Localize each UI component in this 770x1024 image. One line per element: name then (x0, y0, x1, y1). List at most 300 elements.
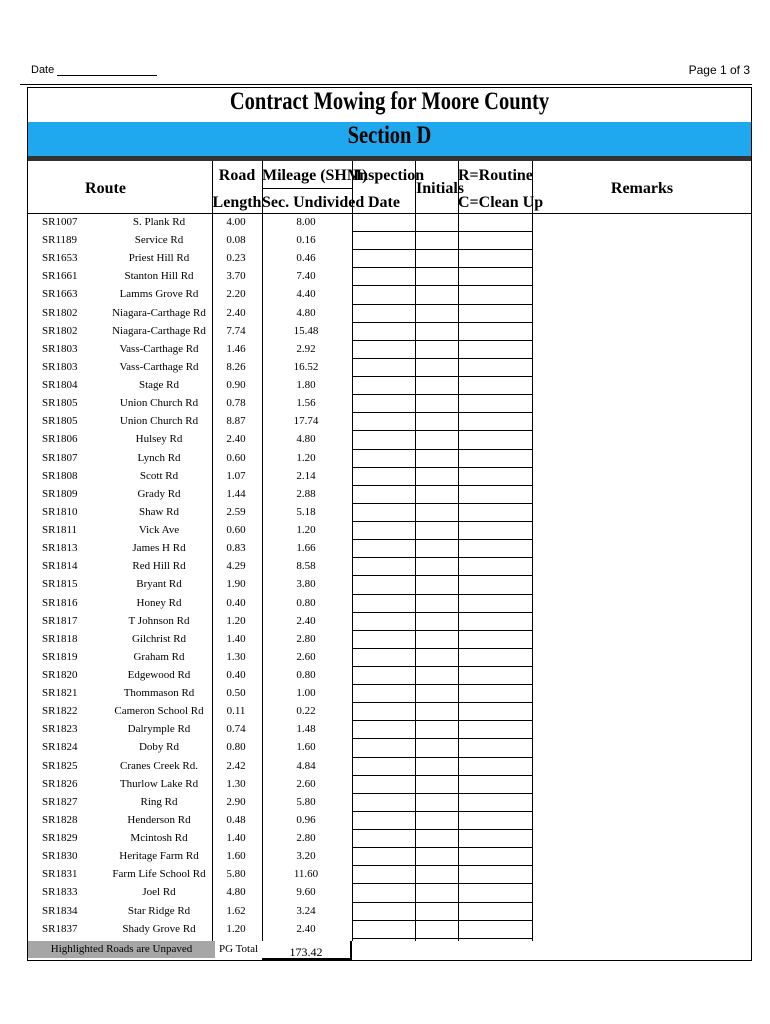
road-length: 0.78 (226, 397, 246, 410)
table-row (28, 267, 751, 285)
road-name: Red Hill Rd (132, 560, 186, 573)
initials-cell[interactable] (416, 467, 458, 485)
routine-cell[interactable] (459, 594, 532, 612)
road-name: Shady Grove Rd (122, 922, 196, 935)
mileage: 1.48 (296, 723, 316, 736)
table-row (28, 865, 751, 883)
route-id: SR1818 (42, 632, 78, 645)
road-length: 0.80 (226, 741, 246, 754)
road-length: 0.60 (226, 524, 246, 537)
route-id: SR1653 (42, 252, 78, 265)
route-id: SR1189 (42, 234, 78, 247)
road-length: 7.74 (226, 324, 246, 337)
road-length: 1.20 (226, 922, 246, 935)
initials-cell[interactable] (416, 394, 458, 412)
remarks-cell[interactable] (533, 865, 751, 883)
initials-cell[interactable] (416, 738, 458, 756)
initials-cell[interactable] (416, 430, 458, 448)
route-id: SR1821 (42, 687, 78, 700)
routine-cell[interactable] (459, 467, 532, 485)
inspection-date-cell[interactable] (353, 648, 415, 666)
inspection-date-cell[interactable] (353, 539, 415, 557)
table-row (28, 340, 751, 358)
routine-cell[interactable] (459, 521, 532, 539)
inspection-date-cell[interactable] (353, 757, 415, 775)
initials-cell[interactable] (416, 702, 458, 720)
inspection-date-cell[interactable] (353, 902, 415, 920)
remarks-cell[interactable] (533, 249, 751, 267)
pg-total-value: 173.42 (262, 941, 352, 960)
initials-cell[interactable] (416, 557, 458, 575)
inspection-date-cell[interactable] (353, 394, 415, 412)
initials-cell[interactable] (416, 575, 458, 593)
route-id: SR1817 (42, 614, 78, 627)
mileage: 3.80 (296, 578, 316, 591)
road-name: Henderson Rd (127, 813, 191, 826)
initials-cell[interactable] (416, 267, 458, 285)
route-id: SR1826 (42, 777, 78, 790)
initials-cell[interactable] (416, 231, 458, 249)
col-initials: Initials (416, 180, 465, 197)
page-number: Page 1 of 3 (688, 63, 750, 77)
remarks-cell[interactable] (533, 430, 751, 448)
road-name: Bryant Rd (136, 578, 182, 591)
routine-cell[interactable] (459, 612, 532, 630)
inspection-date-cell[interactable] (353, 231, 415, 249)
route-id: SR1813 (42, 542, 78, 555)
road-name: Doby Rd (138, 741, 180, 754)
remarks-cell[interactable] (533, 503, 751, 521)
remarks-cell[interactable] (533, 594, 751, 612)
table-row (28, 394, 751, 412)
road-name: Cranes Creek Rd. (120, 759, 198, 772)
initials-cell[interactable] (416, 865, 458, 883)
road-name: Honey Rd (136, 596, 182, 609)
remarks-cell[interactable] (533, 267, 751, 285)
routine-cell[interactable] (459, 539, 532, 557)
routine-cell[interactable] (459, 557, 532, 575)
inspection-date-cell[interactable] (353, 358, 415, 376)
routine-cell[interactable] (459, 231, 532, 249)
inspection-date-cell[interactable] (353, 811, 415, 829)
table-row (28, 648, 751, 666)
routine-cell[interactable] (459, 720, 532, 738)
road-name: Dalrymple Rd (127, 723, 191, 736)
mileage: 2.40 (296, 614, 316, 627)
initials-cell[interactable] (416, 358, 458, 376)
inspection-date-cell[interactable] (353, 285, 415, 303)
remarks-cell[interactable] (533, 775, 751, 793)
mileage: 17.74 (293, 415, 319, 428)
table-row (28, 702, 751, 720)
mileage: 1.56 (296, 397, 316, 410)
inspection-date-cell[interactable] (353, 503, 415, 521)
road-length: 0.40 (226, 669, 246, 681)
remarks-cell[interactable] (533, 829, 751, 847)
mileage-header-rule (262, 188, 352, 189)
inspection-date-cell[interactable] (353, 485, 415, 503)
inspection-date-cell[interactable] (353, 793, 415, 811)
initials-cell[interactable] (416, 920, 458, 938)
road-name: Ring Rd (140, 795, 178, 808)
road-name: Niagara-Carthage Rd (112, 306, 206, 319)
remarks-cell[interactable] (533, 811, 751, 829)
table-row (28, 376, 751, 394)
unpaved-note: Highlighted Roads are Unpaved (28, 941, 215, 958)
inspection-date-cell[interactable] (353, 249, 415, 267)
road-length: 0.48 (226, 813, 246, 826)
initials-cell[interactable] (416, 304, 458, 322)
inspection-date-cell[interactable] (353, 847, 415, 865)
table-row (28, 811, 751, 829)
inspection-date-cell[interactable] (353, 775, 415, 793)
inspection-date-cell[interactable] (353, 575, 415, 593)
remarks-cell[interactable] (533, 793, 751, 811)
mileage: 0.16 (296, 234, 316, 247)
routine-cell[interactable] (459, 757, 532, 775)
inspection-date-cell[interactable] (353, 557, 415, 575)
remarks-cell[interactable] (533, 666, 751, 684)
routine-cell[interactable] (459, 358, 532, 376)
header-divider (28, 156, 751, 161)
table-row (28, 539, 751, 557)
remarks-cell[interactable] (533, 648, 751, 666)
date-field[interactable] (31, 64, 157, 76)
route-id: SR1805 (42, 415, 78, 428)
route-id: SR1824 (42, 741, 78, 754)
date-blank-line[interactable] (57, 65, 157, 76)
inspection-date-cell[interactable] (353, 738, 415, 756)
remarks-cell[interactable] (533, 630, 751, 648)
routine-cell[interactable] (459, 630, 532, 648)
mileage: 1.80 (296, 379, 316, 392)
road-length: 0.74 (226, 723, 246, 736)
inspection-date-cell[interactable] (353, 376, 415, 394)
initials-cell[interactable] (416, 883, 458, 901)
remarks-cell[interactable] (533, 539, 751, 557)
road-length: 2.40 (226, 433, 246, 446)
table-row (28, 757, 751, 775)
routine-cell[interactable] (459, 920, 532, 938)
route-id: SR1807 (42, 451, 78, 464)
table-row (28, 630, 751, 648)
mileage: 2.14 (296, 469, 316, 482)
remarks-cell[interactable] (533, 521, 751, 539)
routine-cell[interactable] (459, 412, 532, 430)
initials-cell[interactable] (416, 485, 458, 503)
initials-cell[interactable] (416, 793, 458, 811)
road-length: 1.90 (226, 578, 246, 591)
inspection-date-cell[interactable] (353, 467, 415, 485)
road-length: 4.29 (226, 560, 246, 573)
table-row (28, 793, 751, 811)
inspection-date-cell[interactable] (353, 630, 415, 648)
inspection-date-cell[interactable] (353, 883, 415, 901)
initials-cell[interactable] (416, 285, 458, 303)
routine-cell[interactable] (459, 702, 532, 720)
road-length: 0.23 (226, 252, 246, 265)
mileage: 0.22 (296, 705, 316, 718)
routine-cell[interactable] (459, 430, 532, 448)
routine-cell[interactable] (459, 249, 532, 267)
mileage: 2.80 (296, 832, 316, 845)
route-id: SR1831 (42, 868, 78, 881)
mileage: 8.58 (296, 560, 316, 573)
road-name: Lamms Grove Rd (119, 288, 199, 301)
road-name: Gilchrist Rd (131, 632, 187, 645)
col-mileage-line1: Mileage (SHM) (262, 167, 368, 184)
road-name: Thurlow Lake Rd (119, 777, 199, 790)
road-length: 1.44 (226, 487, 246, 500)
table-row (28, 503, 751, 521)
road-length: 1.46 (226, 342, 246, 355)
initials-cell[interactable] (416, 213, 458, 231)
remarks-cell[interactable] (533, 575, 751, 593)
initials-cell[interactable] (416, 847, 458, 865)
remarks-cell[interactable] (533, 847, 751, 865)
road-name: Shaw Rd (138, 505, 180, 518)
routine-cell[interactable] (459, 829, 532, 847)
routine-cell[interactable] (459, 213, 532, 231)
road-length: 0.60 (226, 451, 246, 464)
route-id: SR1007 (42, 216, 78, 228)
table-row (28, 485, 751, 503)
initials-cell[interactable] (416, 412, 458, 430)
route-id: SR1815 (42, 578, 78, 591)
initials-cell[interactable] (416, 775, 458, 793)
road-length: 0.90 (226, 379, 246, 392)
route-id: SR1825 (42, 759, 78, 772)
routine-cell[interactable] (459, 267, 532, 285)
routine-cell[interactable] (459, 449, 532, 467)
road-length: 2.40 (226, 306, 246, 319)
remarks-cell[interactable] (533, 738, 751, 756)
col-inspection-line1: Inspection (353, 167, 425, 184)
road-length: 1.30 (226, 650, 246, 663)
remarks-cell[interactable] (533, 612, 751, 630)
routine-cell[interactable] (459, 648, 532, 666)
inspection-date-cell[interactable] (353, 340, 415, 358)
inspection-date-cell[interactable] (353, 412, 415, 430)
initials-cell[interactable] (416, 684, 458, 702)
routine-cell[interactable] (459, 485, 532, 503)
initials-cell[interactable] (416, 829, 458, 847)
road-name: Lynch Rd (137, 451, 181, 464)
mileage: 1.60 (296, 741, 316, 754)
initials-cell[interactable] (416, 902, 458, 920)
initials-cell[interactable] (416, 340, 458, 358)
initials-cell[interactable] (416, 521, 458, 539)
initials-cell[interactable] (416, 594, 458, 612)
inspection-date-cell[interactable] (353, 304, 415, 322)
initials-cell[interactable] (416, 249, 458, 267)
remarks-cell[interactable] (533, 376, 751, 394)
mileage: 0.96 (296, 813, 316, 826)
routine-cell[interactable] (459, 811, 532, 829)
route-id: SR1803 (42, 360, 78, 373)
mileage: 2.80 (296, 632, 316, 645)
remarks-cell[interactable] (533, 467, 751, 485)
road-name: Vass-Carthage Rd (119, 342, 199, 355)
routine-cell[interactable] (459, 285, 532, 303)
remarks-cell[interactable] (533, 304, 751, 322)
road-length: 1.62 (226, 904, 246, 917)
route-id: SR1806 (42, 433, 78, 446)
col-routine-line1: R=Routine (458, 167, 533, 184)
remarks-cell[interactable] (533, 358, 751, 376)
routine-cell[interactable] (459, 340, 532, 358)
inspection-date-cell[interactable] (353, 920, 415, 938)
initials-cell[interactable] (416, 376, 458, 394)
route-id: SR1829 (42, 832, 78, 845)
routine-cell[interactable] (459, 666, 532, 684)
table-row (28, 902, 751, 920)
road-length: 0.83 (226, 542, 246, 555)
table-row (28, 249, 751, 267)
routine-cell[interactable] (459, 883, 532, 901)
inspection-date-cell[interactable] (353, 829, 415, 847)
mileage: 5.18 (296, 505, 316, 518)
routine-cell[interactable] (459, 902, 532, 920)
initials-cell[interactable] (416, 811, 458, 829)
routine-cell[interactable] (459, 793, 532, 811)
remarks-cell[interactable] (533, 883, 751, 901)
inspection-date-cell[interactable] (353, 267, 415, 285)
routine-cell[interactable] (459, 847, 532, 865)
table-row (28, 304, 751, 322)
inspection-date-cell[interactable] (353, 702, 415, 720)
road-name: Grady Rd (137, 487, 181, 500)
col-inspection-line2: Date (368, 194, 400, 211)
table-row (28, 666, 751, 684)
remarks-cell[interactable] (533, 213, 751, 231)
remarks-cell[interactable] (533, 702, 751, 720)
initials-cell[interactable] (416, 720, 458, 738)
col-remarks: Remarks (610, 180, 674, 197)
routine-cell[interactable] (459, 738, 532, 756)
table-row (28, 467, 751, 485)
mileage: 2.40 (296, 922, 316, 935)
inspection-date-cell[interactable] (353, 612, 415, 630)
road-name: Service Rd (134, 234, 184, 247)
routine-cell[interactable] (459, 376, 532, 394)
remarks-cell[interactable] (533, 920, 751, 938)
initials-cell[interactable] (416, 648, 458, 666)
inspection-date-cell[interactable] (353, 684, 415, 702)
road-length: 1.07 (226, 469, 246, 482)
inspection-date-cell[interactable] (353, 521, 415, 539)
initials-cell[interactable] (416, 503, 458, 521)
road-length: 0.50 (226, 687, 246, 700)
table-row (28, 358, 751, 376)
route-id: SR1816 (42, 596, 78, 609)
route-id: SR1837 (42, 922, 78, 935)
route-id: SR1802 (42, 306, 78, 319)
road-name: Union Church Rd (119, 397, 199, 410)
road-length: 2.59 (226, 505, 246, 518)
mileage: 1.66 (296, 542, 316, 555)
pg-total-label: PG Total (218, 943, 259, 955)
routine-cell[interactable] (459, 322, 532, 340)
inspection-date-cell[interactable] (353, 449, 415, 467)
remarks-cell[interactable] (533, 902, 751, 920)
table-row (28, 231, 751, 249)
initials-cell[interactable] (416, 757, 458, 775)
road-length: 8.87 (226, 415, 246, 428)
road-length: 1.40 (226, 632, 246, 645)
routine-cell[interactable] (459, 575, 532, 593)
road-name: Heritage Farm Rd (119, 850, 199, 863)
remarks-cell[interactable] (533, 322, 751, 340)
initials-cell[interactable] (416, 666, 458, 684)
initials-cell[interactable] (416, 630, 458, 648)
remarks-cell[interactable] (533, 412, 751, 430)
road-name: Edgewood Rd (127, 669, 191, 681)
route-id: SR1809 (42, 487, 78, 500)
mileage: 11.60 (293, 868, 319, 881)
road-length: 3.70 (226, 270, 246, 283)
road-name: Stanton Hill Rd (124, 270, 194, 283)
remarks-cell[interactable] (533, 757, 751, 775)
table-row (28, 920, 751, 938)
road-length: 5.80 (226, 868, 246, 881)
routine-cell[interactable] (459, 394, 532, 412)
remarks-cell[interactable] (533, 485, 751, 503)
remarks-cell[interactable] (533, 449, 751, 467)
mileage: 7.40 (296, 270, 316, 283)
table-row (28, 738, 751, 756)
remarks-cell[interactable] (533, 285, 751, 303)
routine-cell[interactable] (459, 304, 532, 322)
remarks-cell[interactable] (533, 340, 751, 358)
initials-cell[interactable] (416, 612, 458, 630)
road-name: Hulsey Rd (135, 433, 183, 446)
remarks-cell[interactable] (533, 720, 751, 738)
mileage: 16.52 (293, 360, 319, 373)
inspection-date-cell[interactable] (353, 720, 415, 738)
initials-cell[interactable] (416, 449, 458, 467)
table-row (28, 430, 751, 448)
route-id: SR1811 (42, 524, 78, 537)
remarks-cell[interactable] (533, 394, 751, 412)
table-row (28, 575, 751, 593)
road-length: 4.80 (226, 886, 246, 899)
col-mileage-line2: Sec. Undivided (262, 194, 365, 211)
table-row (28, 521, 751, 539)
remarks-cell[interactable] (533, 557, 751, 575)
road-length: 2.90 (226, 795, 246, 808)
inspection-date-cell[interactable] (353, 666, 415, 684)
remarks-cell[interactable] (533, 684, 751, 702)
inspection-date-cell[interactable] (353, 213, 415, 231)
remarks-cell[interactable] (533, 231, 751, 249)
inspection-date-cell[interactable] (353, 430, 415, 448)
route-id: SR1827 (42, 795, 78, 808)
routine-cell[interactable] (459, 775, 532, 793)
road-name: Farm Life School Rd (112, 868, 206, 881)
mileage: 1.20 (296, 524, 316, 537)
inspection-date-cell[interactable] (353, 322, 415, 340)
initials-cell[interactable] (416, 539, 458, 557)
inspection-date-cell[interactable] (353, 594, 415, 612)
initials-cell[interactable] (416, 322, 458, 340)
routine-cell[interactable] (459, 684, 532, 702)
routine-cell[interactable] (459, 503, 532, 521)
inspection-date-cell[interactable] (353, 865, 415, 883)
mileage: 0.46 (296, 252, 316, 265)
routine-cell[interactable] (459, 865, 532, 883)
road-name: Thommason Rd (123, 687, 195, 700)
